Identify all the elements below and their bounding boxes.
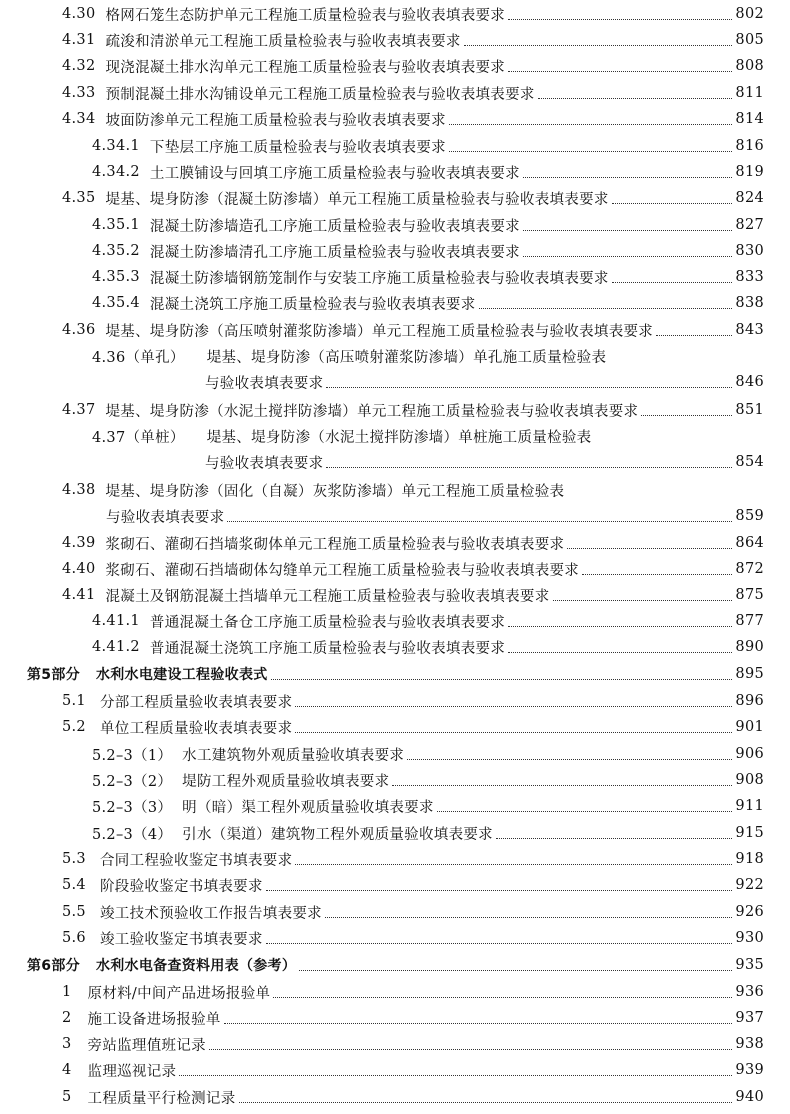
leader-dots [449, 151, 733, 152]
entry-number: 5.2–3（3） [92, 799, 173, 816]
toc-entry[interactable] [0, 1006, 790, 1030]
toc-entry[interactable] [0, 715, 790, 739]
entry-page: 906 [735, 746, 764, 762]
entry-number: 4.33 [62, 85, 96, 101]
entry-page: 895 [735, 666, 764, 682]
entry-number: 4 [62, 1062, 72, 1078]
toc-entry[interactable] [0, 689, 790, 713]
leader-dots [612, 203, 733, 204]
entry-page: 827 [735, 217, 764, 233]
entry-title: 阶段验收鉴定书填表要求 [99, 878, 263, 895]
entry-page: 851 [735, 402, 764, 418]
entry-number: 4.40 [62, 561, 96, 577]
entry-number: 4.31 [62, 32, 96, 48]
entry-title: 浆砌石、灌砌石挡墙浆砌体单元工程施工质量检验表与验收表填表要求 [105, 536, 565, 553]
leader-dots [266, 890, 733, 891]
toc-entry[interactable] [0, 186, 790, 210]
leader-dots [449, 124, 733, 125]
entry-number: 4.38 [62, 482, 96, 498]
entry-title: 水工建筑物外观质量验收填表要求 [182, 747, 405, 764]
toc-entry[interactable] [0, 265, 790, 289]
entry-number: 4.37（单桩） [92, 429, 185, 446]
toc-entry[interactable] [0, 980, 790, 1004]
entry-page: 824 [735, 190, 764, 206]
leader-dots [179, 1075, 732, 1076]
leader-dots [612, 282, 733, 283]
toc-entry[interactable] [0, 1058, 790, 1082]
entry-page: 846 [735, 374, 764, 390]
entry-title: 堤基、堤身防渗（水泥土搅拌防渗墙）单元工程施工质量检验表与验收表填表要求 [105, 403, 639, 420]
entry-title: 堤基、堤身防渗（固化（自凝）灰浆防渗墙）单元工程施工质量检验表 [105, 483, 565, 500]
entry-number: 4.32 [62, 58, 96, 74]
entry-page: 854 [735, 454, 764, 470]
entry-page: 915 [735, 825, 764, 841]
toc-entry[interactable] [0, 1032, 790, 1056]
entry-number: 4.41 [62, 587, 96, 603]
toc-entry[interactable] [0, 609, 790, 633]
entry-page: 922 [735, 877, 764, 893]
toc-entry[interactable] [0, 821, 790, 845]
leader-dots [508, 652, 732, 653]
entry-page: 833 [735, 269, 764, 285]
part-number: 第5部分 [27, 667, 80, 683]
toc-entry[interactable] [0, 291, 790, 315]
entry-number: 5.2 [62, 719, 86, 735]
entry-number: 4.35.1 [92, 217, 140, 233]
entry-title: 坡面防渗单元工程施工质量检验表与验收表填表要求 [105, 112, 446, 129]
entry-page: 901 [735, 719, 764, 735]
leader-dots [326, 467, 732, 468]
toc-entry[interactable] [0, 424, 790, 474]
leader-dots [227, 521, 732, 522]
leader-dots [392, 785, 732, 786]
entry-title: 原材料/中间产品进场报验单 [87, 985, 271, 1002]
leader-dots [496, 838, 732, 839]
entry-title: 浆砌石、灌砌石挡墙砌体勾缝单元工程施工质量检验表与验收表填表要求 [105, 562, 580, 579]
leader-dots [407, 759, 732, 760]
toc-entry[interactable] [0, 134, 790, 158]
entry-page: 940 [735, 1089, 764, 1105]
leader-dots [273, 997, 732, 998]
toc-entry[interactable] [0, 213, 790, 237]
entry-title: 普通混凝土备仓工序施工质量检验表与验收表填表要求 [149, 614, 506, 631]
leader-dots [641, 415, 732, 416]
leader-dots [523, 230, 733, 231]
entry-number: 4.41.2 [92, 639, 140, 655]
leader-dots [538, 98, 733, 99]
entry-title: 现浇混凝土排水沟单元工程施工质量检验表与验收表填表要求 [105, 59, 506, 76]
entry-title: 土工膜铺设与回填工序施工质量检验表与验收表填表要求 [149, 165, 520, 182]
toc-entry[interactable] [0, 873, 790, 897]
entry-title: 合同工程验收鉴定书填表要求 [99, 852, 293, 869]
entry-page: 877 [735, 613, 764, 629]
entry-page: 890 [735, 639, 764, 655]
toc-entry[interactable] [0, 107, 790, 131]
entry-page: 908 [735, 772, 764, 788]
entry-title: 混凝土防渗墙清孔工序施工质量检验表与验收表填表要求 [149, 244, 520, 261]
entry-number: 4.34.1 [92, 138, 140, 154]
entry-title: 堤基、堤身防渗（高压喷射灌浆防渗墙）单元工程施工质量检验表与验收表填表要求 [105, 323, 654, 340]
entry-page: 859 [735, 508, 764, 524]
entry-number: 2 [62, 1010, 72, 1026]
entry-title: 单位工程质量验收表填表要求 [99, 720, 293, 737]
toc-entry[interactable] [0, 900, 790, 924]
leader-dots [508, 19, 732, 20]
toc-entry[interactable] [0, 926, 790, 950]
toc-entry[interactable] [0, 1085, 790, 1109]
leader-dots [295, 864, 732, 865]
entry-title: 下垫层工序施工质量检验表与验收表填表要求 [149, 139, 446, 156]
part-number: 第6部分 [27, 958, 80, 974]
entry-page: 935 [735, 957, 764, 973]
leader-dots [656, 335, 732, 336]
entry-title: 格网石笼生态防护单元工程施工质量检验表与验收表填表要求 [105, 7, 506, 24]
leader-dots [582, 574, 732, 575]
leader-dots [266, 943, 733, 944]
entry-page: 875 [735, 587, 764, 603]
leader-dots [508, 626, 732, 627]
toc-entry[interactable] [0, 742, 790, 766]
leader-dots [271, 679, 733, 680]
entry-page: 930 [735, 930, 764, 946]
entry-number: 5.6 [62, 930, 86, 946]
entry-title: 施工设备进场报验单 [87, 1011, 221, 1028]
toc-entry[interactable] [0, 398, 790, 422]
entry-title: 混凝土及钢筋混凝土挡墙单元工程施工质量检验表与验收表填表要求 [105, 588, 550, 605]
toc-entry[interactable] [0, 794, 790, 818]
entry-page: 936 [735, 984, 764, 1000]
toc-entry[interactable] [0, 531, 790, 555]
entry-number: 4.30 [62, 6, 96, 22]
entry-title: 疏浚和清淤单元工程施工质量检验表与验收表填表要求 [105, 33, 461, 50]
leader-dots [295, 732, 732, 733]
toc-part-heading[interactable] [0, 953, 790, 977]
entry-number: 4.36（单孔） [92, 349, 185, 366]
leader-dots [508, 71, 732, 72]
entry-number: 5.5 [62, 904, 86, 920]
entry-title: 工程质量平行检测记录 [87, 1090, 236, 1107]
entry-page: 939 [735, 1062, 764, 1078]
entry-number: 4.41.1 [92, 613, 140, 629]
entry-number: 5.3 [62, 851, 86, 867]
toc-entry[interactable] [0, 239, 790, 263]
entry-title: 监理巡视记录 [87, 1063, 177, 1080]
entry-title: 混凝土防渗墙钢筋笼制作与安装工序施工质量检验表与验收表填表要求 [149, 270, 609, 287]
entry-page: 802 [735, 6, 764, 22]
toc-entry[interactable] [0, 54, 790, 78]
entry-number: 4.34 [62, 111, 96, 127]
entry-page: 896 [735, 693, 764, 709]
leader-dots [326, 387, 732, 388]
leader-dots [299, 970, 732, 971]
leader-dots [479, 308, 733, 309]
toc-entry[interactable] [0, 160, 790, 184]
entry-number: 4.34.2 [92, 164, 140, 180]
entry-title: 堤防工程外观质量验收填表要求 [182, 773, 390, 790]
entry-title: 普通混凝土浇筑工序施工质量检验表与验收表填表要求 [149, 640, 506, 657]
entry-page: 918 [735, 851, 764, 867]
leader-dots [437, 811, 733, 812]
entry-title: 预制混凝土排水沟铺设单元工程施工质量检验表与验收表填表要求 [105, 86, 535, 103]
entry-page: 816 [735, 138, 764, 154]
entry-title: 竣工技术预验收工作报告填表要求 [99, 905, 322, 922]
entry-title: 混凝土浇筑工序施工质量检验表与验收表填表要求 [149, 296, 476, 313]
toc-entry[interactable] [0, 557, 790, 581]
leader-dots [464, 45, 733, 46]
entry-title: 竣工验收鉴定书填表要求 [99, 931, 263, 948]
entry-number: 3 [62, 1036, 72, 1052]
entry-page: 838 [735, 295, 764, 311]
leader-dots [295, 706, 732, 707]
entry-number: 5.4 [62, 877, 86, 893]
toc-entry[interactable] [0, 2, 790, 26]
entry-page: 805 [735, 32, 764, 48]
entry-number: 5.1 [62, 693, 86, 709]
entry-page: 864 [735, 535, 764, 551]
entry-number: 4.36 [62, 322, 96, 338]
part-title: 水利水电备查资料用表（参考） [95, 958, 297, 974]
leader-dots [325, 917, 732, 918]
entry-title: 混凝土防渗墙造孔工序施工质量检验表与验收表填表要求 [149, 218, 520, 235]
entry-title: 分部工程质量验收表填表要求 [99, 694, 293, 711]
entry-page: 911 [735, 798, 764, 814]
entry-page: 819 [735, 164, 764, 180]
entry-page: 926 [735, 904, 764, 920]
toc-entry[interactable] [0, 635, 790, 659]
leader-dots [209, 1049, 732, 1050]
entry-title: 引水（渠道）建筑物工程外观质量验收填表要求 [182, 826, 493, 843]
leader-dots [553, 600, 733, 601]
leader-dots [523, 256, 733, 257]
entry-number: 5.2–3（4） [92, 826, 173, 843]
entry-page: 938 [735, 1036, 764, 1052]
entry-page: 808 [735, 58, 764, 74]
entry-title: 堤基、堤身防渗（高压喷射灌浆防渗墙）单孔施工质量检验表 [206, 349, 607, 366]
entry-number: 4.39 [62, 535, 96, 551]
entry-page: 937 [735, 1010, 764, 1026]
entry-number: 5.2–3（2） [92, 773, 173, 790]
entry-number: 5 [62, 1089, 72, 1105]
entry-title: 堤基、堤身防渗（水泥土搅拌防渗墙）单桩施工质量检验表 [206, 429, 592, 446]
toc-entry[interactable] [0, 847, 790, 871]
entry-number: 5.2–3（1） [92, 747, 173, 764]
entry-number: 4.37 [62, 402, 96, 418]
leader-dots [567, 548, 732, 549]
entry-number: 4.35 [62, 190, 96, 206]
entry-title-continued: 与验收表填表要求 [106, 509, 225, 526]
entry-title-continued: 与验收表填表要求 [205, 455, 324, 472]
toc-entry[interactable] [0, 768, 790, 792]
toc-entry[interactable] [0, 344, 790, 394]
leader-dots [523, 177, 733, 178]
toc-entry[interactable] [0, 81, 790, 105]
part-title: 水利水电建设工程验收表式 [95, 667, 268, 683]
leader-dots [224, 1023, 733, 1024]
entry-title: 旁站监理值班记录 [87, 1037, 206, 1054]
entry-number: 4.35.4 [92, 295, 140, 311]
entry-page: 811 [735, 85, 764, 101]
entry-title: 明（暗）渠工程外观质量验收填表要求 [182, 799, 434, 816]
entry-number: 4.35.2 [92, 243, 140, 259]
toc-entry[interactable] [0, 583, 790, 607]
toc-part-heading[interactable] [0, 662, 790, 686]
toc-entry[interactable] [0, 478, 790, 528]
entry-page: 843 [735, 322, 764, 338]
entry-page: 872 [735, 561, 764, 577]
leader-dots [239, 1102, 733, 1103]
entry-page: 814 [735, 111, 764, 127]
entry-title: 堤基、堤身防渗（混凝土防渗墙）单元工程施工质量检验表与验收表填表要求 [105, 191, 609, 208]
entry-page: 830 [735, 243, 764, 259]
entry-title-continued: 与验收表填表要求 [205, 375, 324, 392]
toc-entry[interactable] [0, 318, 790, 342]
entry-number: 1 [62, 984, 72, 1000]
toc-entry[interactable] [0, 28, 790, 52]
entry-number: 4.35.3 [92, 269, 140, 285]
